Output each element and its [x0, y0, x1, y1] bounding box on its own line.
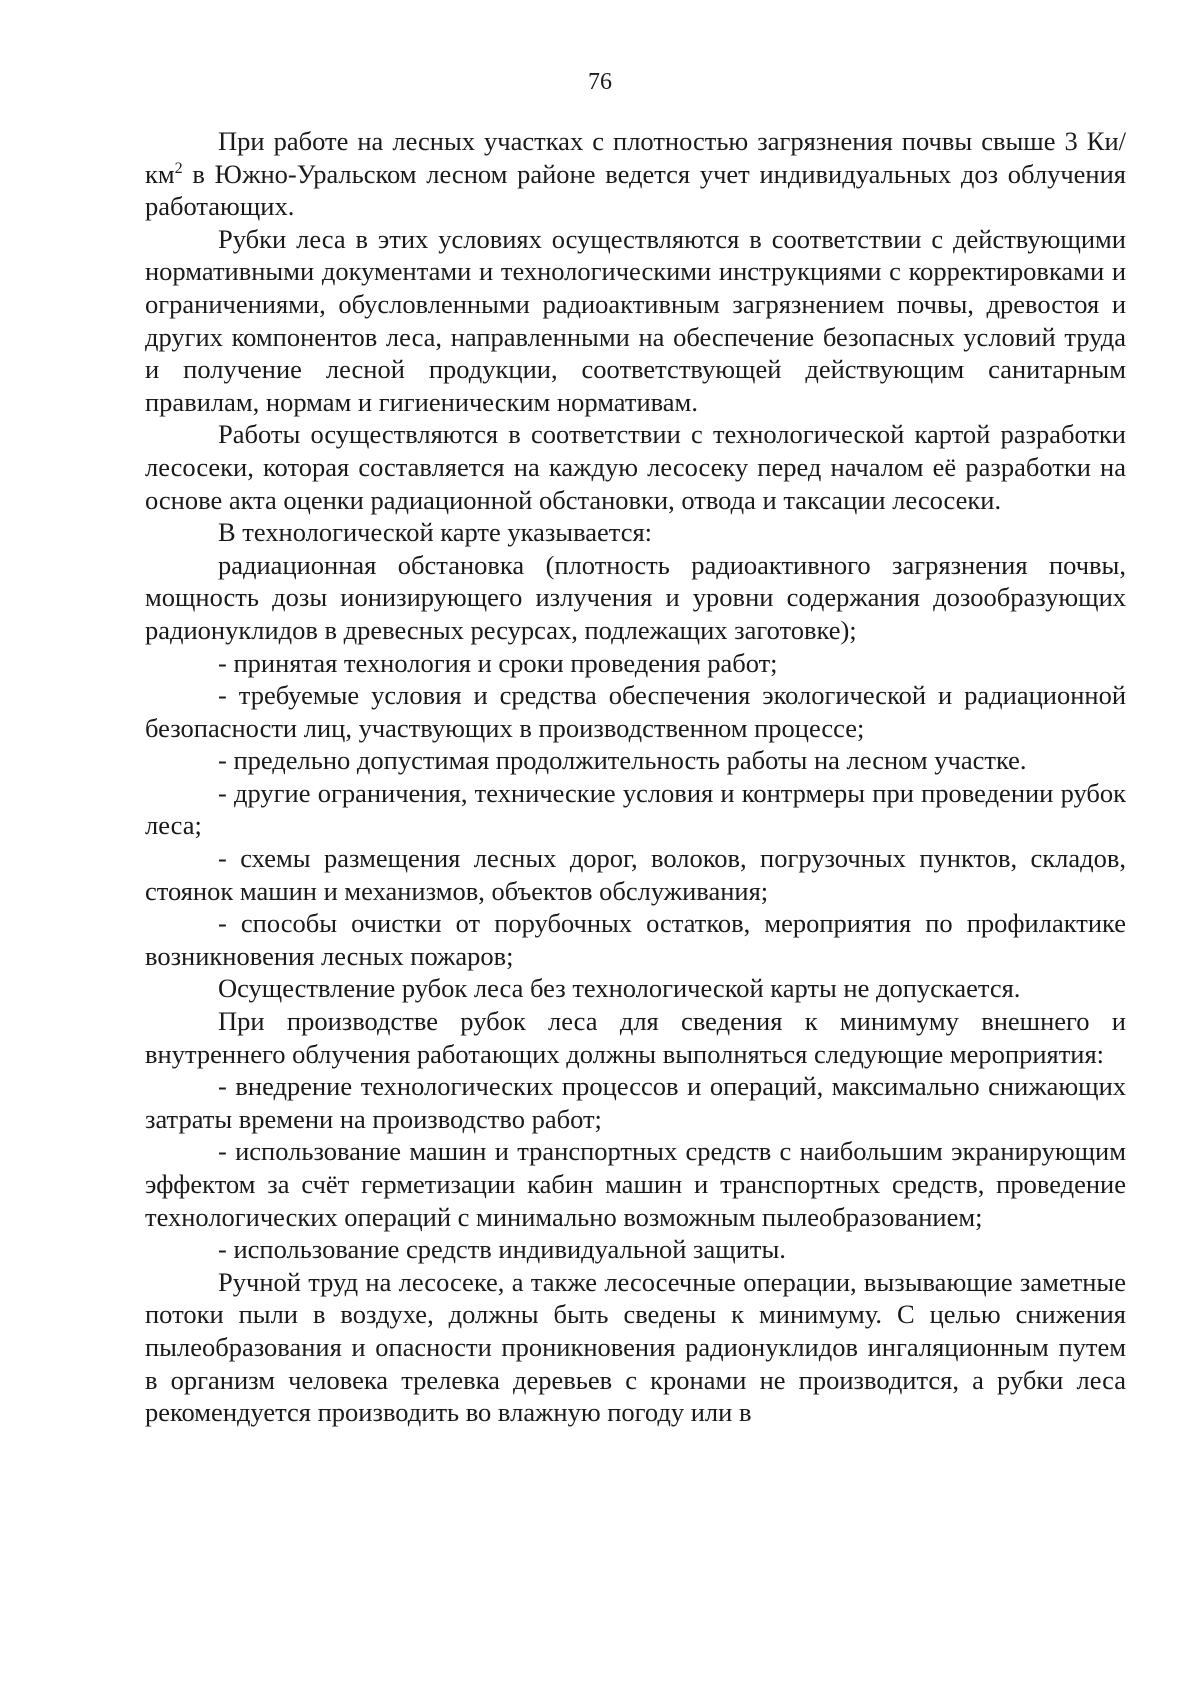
list-item: - другие ограничения, технические условия и контрмеры при проведении рубок леса;: [145, 777, 1126, 841]
paragraph: Рубки леса в этих условиях осуществляются в соответствии с действующими нормативными документами и технологическими инструкциями с корректировками и ограничениями, обусловленными радиоактивным загрязнением почвы, древостоя и других компонентов леса, направленными на обеспечение безопасных условий труда и получение лесной продукции, соответствующей действующим санитарным правилам, нормам и гигиеническим нормативам.: [145, 223, 1126, 417]
superscript: 2: [174, 159, 183, 177]
list-item: - использование машин и транспортных средств с наибольшим экранирующим эффектом за счёт герметизации кабин машин и транспортных средств, проведение технологических операций с минимально возможным пылеобразованием;: [145, 1136, 1126, 1232]
paragraph: Осуществление рубок леса без технологической карты не допускается.: [218, 973, 1021, 1004]
paragraph: Работы осуществляются в соответствии с технологической картой разработки лесосеки, которая составляется на каждую лесосеку перед началом её разработки на основе акта оценки радиационной обстановки, отвода и таксации лесосеки.: [145, 419, 1126, 515]
list-item: - использование средств индивидуальной защиты.: [218, 1234, 786, 1265]
paragraph: Ручной труд на лесосеке, а также лесосечные операции, вызывающие заметные потоки пыли в воздухе, должны быть сведены к минимуму. С целью снижения пылеобразования и опасности проникновения радионуклидов ингаляционным путем в организм человека трелевка деревьев с кронами не производится, а рубки леса рекомендуется производить во влажную погоду или в: [145, 1266, 1126, 1428]
paragraph-text: в Южно-Уральском лесном районе ведется учет индивидуальных доз облучения работающих.: [145, 158, 1126, 222]
list-item: - принятая технология и сроки проведения работ;: [218, 647, 778, 678]
list-item: - требуемые условия и средства обеспечения экологической и радиационной безопасности лиц, участвующих в производственном процессе;: [145, 680, 1126, 743]
paragraph: При производстве рубок леса для сведения к минимуму внешнего и внутреннего облучения работающих должны выполняться следующие мероприятия:: [145, 1006, 1126, 1069]
list-item: - схемы размещения лесных дорог, волоков, погрузочных пунктов, складов, стоянок машин и механизмов, объектов обслуживания;: [145, 843, 1126, 906]
paragraph: В технологической карте указывается:: [218, 517, 653, 548]
list-item: - способы очистки от порубочных остатков, мероприятия по профилактике возникновения лесных пожаров;: [145, 908, 1126, 971]
document-body: [145, 125, 1126, 1429]
list-item: - внедрение технологических процессов и операций, максимально снижающих затраты времени на производство работ;: [145, 1071, 1126, 1134]
paragraph-text: При работе на лесных участках с плотностью загрязнения почвы свыше 3 Ки/км: [145, 126, 1126, 189]
paragraph: радиационная обстановка (плотность радиоактивного загрязнения почвы, мощность дозы ионизирующего излучения и уровни содержания дозообразующих радионуклидов в древесных ресурсах, подлежащих заготовке);: [145, 549, 1126, 645]
paragraph: [145, 125, 1126, 223]
page-number: 76: [588, 69, 612, 95]
list-item: - предельно допустимая продолжительность работы на лесном участке.: [218, 745, 1027, 776]
